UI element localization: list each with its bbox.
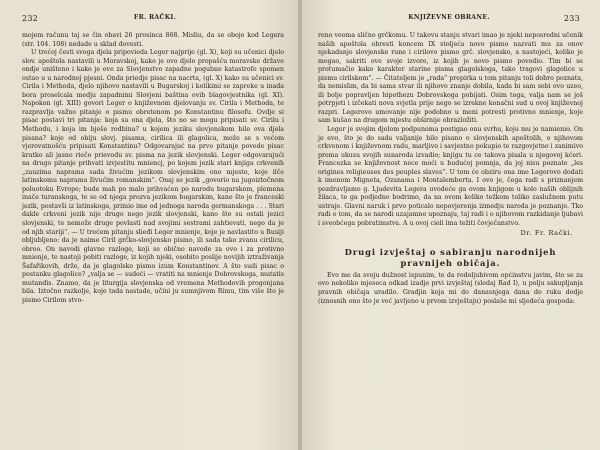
running-title: KNJIŽEVNE OBRANE. — [408, 14, 490, 21]
paragraph: Leger je svojim djelom podpunoma postigao onu svrhu, koju mu je namienio. On je evo, što je do sada valjanije bilo pisano o slovjenskih apoštolih, o njihovom crkvenom i književnom radu, marljivo i savjestno pokupio te razgovjetno i zanimivo prema ukusu svojih sunaroda izvadio; knjigu tu ce takova pisala u njegovoj kćeri. Francezka se književnost nece moći u budućoj pomnja, da joj nisu poznate „les origines religieuses des peuples slaves“. U tom će obziru ona ime Legerovo dodati k imenom Migneta, Ozanama i Montalemberta. I ovo je, čega radi s priznanjem pozdravljamo g. Ljudevita Legera uvodeće ga ovom knjigom u kolo naših oblijnih žilaca, te ga podjedno bodrimo, da na ovom koliko težkom toliko zaslužnom putu ustraje. Glavni naruk i prvo poticalo nepovjerenja izmedju naroda je poznanje. Tko radi o tom, da se narodi uzajamno upoznaju, taj radi i o njihovom razkidanje ljubavi i sveobćega pobratimstva. A u ovoj cieli ima težiti čovječanstvo. — [318, 126, 583, 228]
left-page-body — [22, 32, 284, 306]
book-gutter — [298, 0, 302, 450]
left-page-header — [22, 14, 288, 24]
right-page-body — [318, 32, 583, 306]
page-number: 232 — [22, 14, 39, 23]
section-title: Drugi izvještaj o sabiranju narodnijeh pravnijeh običaja. — [344, 247, 557, 268]
right-page-header — [318, 14, 580, 24]
right-page — [300, 0, 600, 450]
paragraph: reno veoma slično grčkomu. U takovu stanju stvari imao je njeki neposredni učenik naših apoštola obresti koncem IX stoljeća novo pismo nazvati mu za onov njekadanje slovjenske rune i cirilovo pismo grč. slovjensko, a nastojeći, koliko je mogao, sakriti ove svoje izvore, iz kojih je novo pismo povodio. Tim bi se protumačio kako karakter starine pisma glagolskoga, tako tragovi glagolice u pismu cirilskom“. — Čitateljem je „rada“ prepirka u tom pitanju toli dobro poznata, da nemislim, da bi sama stvar ili njihovo znanje dobila, kada bi sam sebi ovo uzeo, ili bolje popravljen hipothezu Dobrovskoga pobijati. Osim toga, valja nam se još potrpjeti i izčekati nova svjetla prije nego se izrekne konačni sud u ovoj književnoj razpri. Legerovo umovanje nije podobno u meni potresti protivno mnienje, koje sam kušao na drugom mjestu obširnije obrazložiti. — [318, 32, 583, 125]
running-title: FR. RAČKI. — [133, 14, 177, 21]
page-number: 233 — [563, 14, 580, 23]
author-signature: Dr. Fr. Rački. — [520, 228, 573, 237]
paragraph: U trećoj česti svoga djela pripovieda Leger najprije (gl. X), koji su učenici djelo slov. apoštola nastavili u Moravskoj, kako je ovo djelo propašću moravske države ondje uništeno i kako je ove za Slovjenstvo zapadne pogubne katastrofe spomen ostao u u narodnoj pjesni. Onda priedje pisac na nacrta, (gl. X) kako su učenici sv. Cirila i Methoda, djelo njihovo nastavili u Bugarskoj i kolikimi se zapreke u inada bora proselcala medju zapadnimi Slovjeni baština ovih blagovjestnika (gl. XI). Napokon (gl. XIII) govori Leger o književnom djelovanju sv. Cirila i Methoda, te razpravlja važno pitanje o pismu obretenom po Konstantinu filosofu. Ovdje si pisac postavi tri pitanja: koja su ona djela, što no se mogu pripisati sv. Cirilu i Methodu, i koja im bješe rodbina? u kojem jeziku slovjenskom bile ova djela pisana? koje od obiju slovj. pisama, cirilica ili glagolica, može se s većom vjerovatnošću pripisati Konstantinu? Odgovarajuć na prvo pitanje povede pisac kratko ali jasno riečo prievodu sv. pisma na jezik slovjenski. Leger odgovarajući na drugo pitanje prihvati izvjestitu mniencj, po kojem jezik stari knjiga crkvenih „zauzima naprama sada živućim jezikom slovjenskim ono mjesto, koje ilče latinskomu naprama živućim romanskim“. Onaj se jezik „govorio na jugoiztočnom poluotoku Evrope; bude mah po malo prihvaćen po narodu bugarskom, plemena inače turanskoga, te se od njega prozva jezikom bugarskim, kano što je franceski jezik, postavši iz latinskoga, primio ime od jednoga naroda germanskoga . . . Stari dakle crkveni jezik nije drugo nego jezik slovjenski, kano što su ostali jezici slovjenski, te nemože druge povlasti nad svojimi sestrami zahtievati, nego da je od njih stariji“. — U trećem pitanju slieđi Leger mnienje, koje je navlastito u Rusiji obljubljeno: da je naime Ciril grčko-slovjensko pismo, ili sada tako zvanu cirilicu, obreo. On navodi glavne razloge, koji se obično navode za ovo i za protivno mnienje, te nastoji pobiti razloge, iz kojih njeki, osobito poslije novijih iztraživanja Šafařikovih, drže, da je glagolsko pismo izum Konstantinov. A što sudi pisac o postanku glagolice? „valja se — sudeći — vratiti na mnienje Dobrovskoga, mutatis mutandis. Znamo, da je liturgija slovjenska od vremena Methodovih progonjana bila. Iztočno razkolje, koje tada nastade, učini ju sumnjivom Rimu, tim više što je pismo Cirilom stvo- — [22, 49, 284, 304]
paragraph: mojem računu taj se čin obavi 26 prosinca 868. Misliu, da se oboje kod Legera (str. 104. 108) nedade u sklad dovesti. — [22, 32, 284, 48]
paragraph: Evo me da svoju dužnost ispunim, te da rodoljubivom općinstvu javim, što se za ovo nekoliko mjeseca odkad izadje prvi izvještaj (sledaj Rad I), u polju sakupljanja pravnih običaja uradilo. Gradjin koja mi do danasnjega dana do ruku dodje (iznosnih ono što je već javljeno u prvom izvještaju) poslaše mi sljedeća gospoda: — [318, 271, 583, 305]
